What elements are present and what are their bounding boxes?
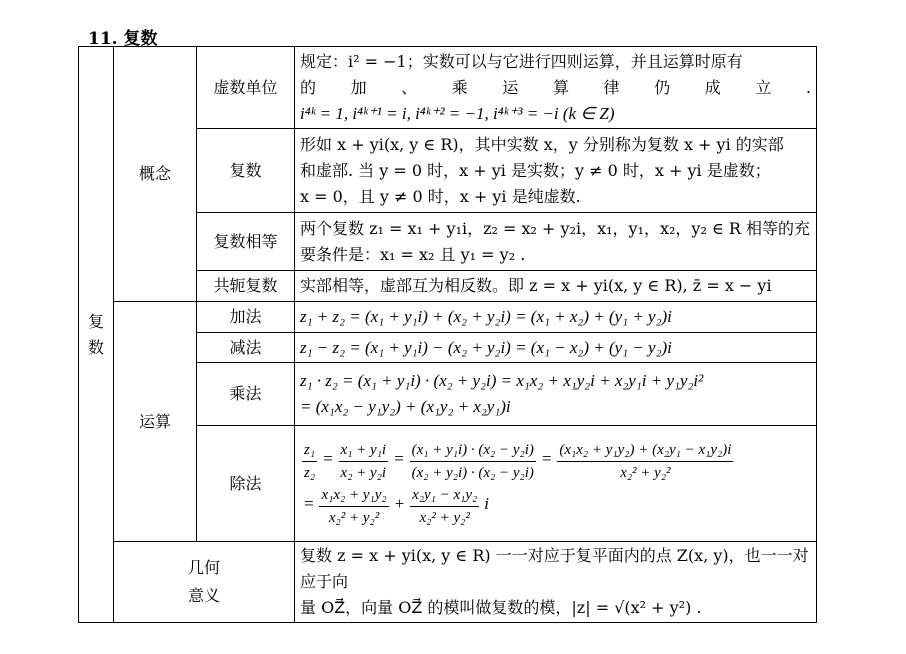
equal-line1: 两个复数 z₁ = x₁ + y₁i，z₂ = x₂ + y₂i，x₁，y₁，x₂，y₂ ∈ R 相等的充 xyxy=(300,218,811,238)
frac-basic: $\frac{\text{x₁ + y₁i}}{\text{x₂ + y₂i}}$ xyxy=(339,439,389,484)
formula-add: z₁ + z₂ = (x₁ + y₁i) + (x₂ + y₂i) = (x₁ + x₂) + (y₁ + y₂)i xyxy=(295,302,817,333)
label-equal: 复数相等 xyxy=(197,213,295,271)
imag-unit-line2: 的 加 、 乘 运 算 律 仍 成 立 . xyxy=(300,77,811,97)
div-line1: $\frac{\text{z₁}}{\text{z₂}}$ = $\frac{\text{x₁ + y₁i}}{\text{x₂ + y₂i}}$ = $\frac{\text{(x₁ + y₁i) · (x₂ − y₂i)}}{\text{(x₂ + y₂i) · (x₂ − y₂i)}}$ = $\frac{\text{(x₁x₂ + y₁y₂) + (x₂y₁ − x₁y₂)i}}{\text{x₂² + y₂²}}$ xyxy=(300,439,811,484)
label-complex: 复数 xyxy=(197,129,295,213)
label-sub: 减法 xyxy=(197,333,295,363)
frac-imag-part: $\frac{\text{x₂y₁ − x₁y₂}}{\text{x₂² + y₂²}}$ xyxy=(410,484,479,529)
label-div: 除法 xyxy=(197,426,295,542)
imag-unit-line1: 规定：i² = −1；实数可以与它进行四则运算，并且运算时原有 xyxy=(300,51,743,71)
mul-line1: z₁ · z₂ = (x₁ + y₁i) · (x₂ + y₂i) = x₁x₂ + x₁y₂i + x₂y₁i + y₁y₂i² xyxy=(300,371,704,390)
div-line2: = $\frac{\text{x₁x₂ + y₁y₂}}{\text{x₂² + y₂²}}$ + $\frac{\text{x₂y₁ − x₁y₂}}{\text{x₂² + y₂²}}$ i xyxy=(300,484,811,529)
section-title: 11. 复数 xyxy=(88,29,158,49)
frac-z1-z2: $\frac{\text{z₁}}{\text{z₂}}$ xyxy=(302,439,317,484)
category-label: 复数 xyxy=(87,311,104,357)
equal-line2: 要条件是：x₁ = x₂ 且 y₁ = y₂ . xyxy=(300,244,526,264)
label-conjugate: 共轭复数 xyxy=(197,271,295,302)
group-concept: 概念 xyxy=(114,47,197,302)
content-complex xyxy=(295,129,817,213)
complex-line1: 形如 x + yi(x, y ∈ R)，其中实数 x，y 分别称为复数 x + yi 的实部 xyxy=(300,134,784,154)
content-conjugate: 实部相等，虚部互为相反数。即 z = x + yi(x, y ∈ R), z̄ = x − yi xyxy=(295,271,817,302)
complex-line3: x = 0，且 y ≠ 0 时，x + yi 是纯虚数. xyxy=(300,186,581,206)
complex-line2: 和虚部. 当 y = 0 时，x + yi 是实数；y ≠ 0 时，x + yi 是虚数； xyxy=(300,160,771,180)
frac-conjugate-multiply: $\frac{\text{(x₁ + y₁i) · (x₂ − y₂i)}}{\text{(x₂ + y₂i) · (x₂ − y₂i)}}$ xyxy=(410,439,536,484)
frac-real-part: $\frac{\text{x₁x₂ + y₁y₂}}{\text{x₂² + y₂²}}$ xyxy=(319,484,388,529)
content-equal xyxy=(295,213,817,271)
content-geometry xyxy=(295,542,817,623)
label-imag-unit: 虚数单位 xyxy=(197,47,295,129)
formula-sub: z₁ − z₂ = (x₁ + y₁i) − (x₂ + y₂i) = (x₁ − x₂) + (y₁ − y₂)i xyxy=(295,333,817,363)
category-cell xyxy=(79,47,114,623)
geometry-label: 几何意义 xyxy=(187,558,220,605)
geometry-line2: 量 OZ⃗，向量 OZ⃗ 的模叫做复数的模，|z| = √(x² + y²) . xyxy=(300,598,702,617)
geometry-line1: 复数 z = x + yi(x, y ∈ R) 一一对应于复平面内的点 Z(x, y)，也一一对应于向 xyxy=(300,546,809,591)
complex-number-table xyxy=(78,46,817,623)
mul-line2: = (x₁x₂ − y₁y₂) + (x₁y₂ + x₂y₁)i xyxy=(300,397,511,416)
frac-expanded: $\frac{\text{(x₁x₂ + y₁y₂) + (x₂y₁ − x₁y₂)i}}{\text{x₂² + y₂²}}$ xyxy=(557,439,733,484)
imag-unit-powers: i⁴ᵏ = 1, i⁴ᵏ⁺¹ = i, i⁴ᵏ⁺² = −1, i⁴ᵏ⁺³ = −i (k ∈ Z) xyxy=(300,103,615,123)
content-imag-unit xyxy=(295,47,817,129)
content-mul xyxy=(295,363,817,426)
group-geometry xyxy=(114,542,295,623)
label-add: 加法 xyxy=(197,302,295,333)
group-operation: 运算 xyxy=(114,302,197,542)
content-div xyxy=(295,426,817,542)
label-mul: 乘法 xyxy=(197,363,295,426)
